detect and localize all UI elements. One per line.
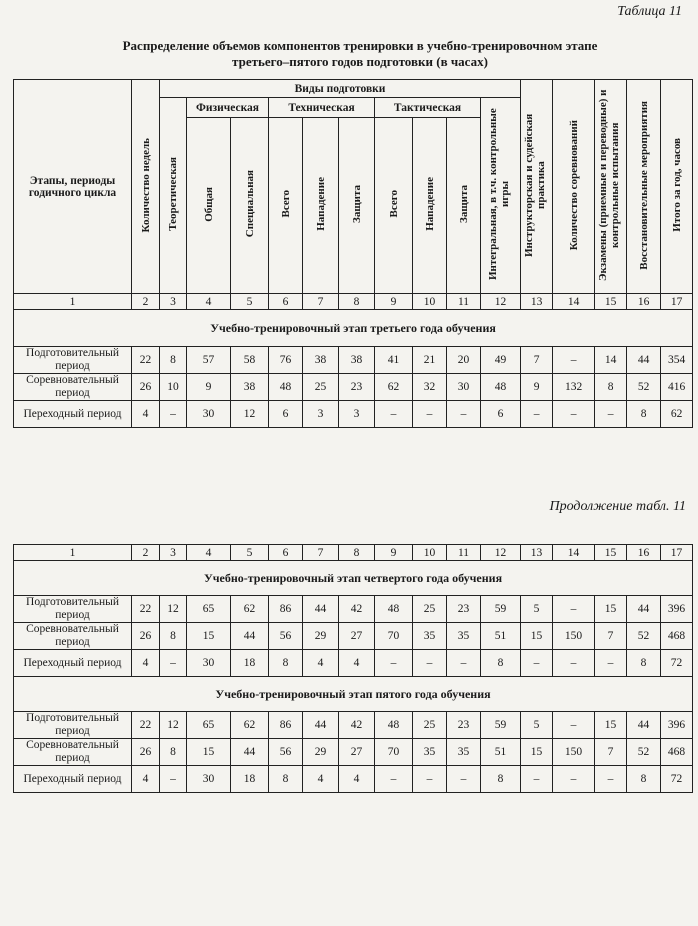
- table-cell: 62: [231, 712, 269, 739]
- table-cell: –: [375, 766, 413, 793]
- column-number: 17: [661, 294, 693, 310]
- table-cell: 150: [553, 739, 595, 766]
- table-cell: –: [521, 766, 553, 793]
- table-cell: –: [160, 766, 187, 793]
- table-cell: 150: [553, 623, 595, 650]
- title-line-2: третьего–пятого годов подготовки (в часах): [232, 54, 488, 69]
- table-cell: 15: [595, 712, 627, 739]
- table-cell: –: [595, 650, 627, 677]
- table-cell: –: [553, 650, 595, 677]
- table-cell: 35: [413, 623, 447, 650]
- table-cell: 44: [303, 712, 339, 739]
- table-cell: 21: [413, 347, 447, 374]
- column-numbers-row: [14, 294, 693, 310]
- table-cell: 8: [595, 374, 627, 401]
- table-cell: 48: [375, 596, 413, 623]
- column-number: 13: [521, 294, 553, 310]
- column-number: 13: [521, 545, 553, 561]
- table-cell: 32: [413, 374, 447, 401]
- table-cell: 6: [481, 401, 521, 428]
- table-cell: 65: [187, 712, 231, 739]
- table-cell: 86: [269, 596, 303, 623]
- column-number: 12: [481, 294, 521, 310]
- period-label: Переходный период: [14, 766, 132, 793]
- table-cell: 15: [187, 623, 231, 650]
- table-cell: 35: [447, 739, 481, 766]
- column-number: 15: [595, 545, 627, 561]
- table-cell: 15: [521, 739, 553, 766]
- table-row: [14, 650, 693, 677]
- table-cell: –: [375, 650, 413, 677]
- table-cell: 72: [661, 650, 693, 677]
- table-cell: 7: [595, 623, 627, 650]
- table-cell: 23: [447, 596, 481, 623]
- table-cell: 18: [231, 650, 269, 677]
- table-cell: 15: [187, 739, 231, 766]
- table-cell: 22: [132, 712, 160, 739]
- table-row: [14, 712, 693, 739]
- table-cell: 8: [269, 766, 303, 793]
- table-cell: 4: [132, 766, 160, 793]
- header-stages: Этапы, периоды годичного цикла: [14, 80, 132, 294]
- header-physical: Физическая: [187, 98, 269, 118]
- table-cell: 59: [481, 596, 521, 623]
- period-label: Подготовительный период: [14, 712, 132, 739]
- table-cell: 354: [661, 347, 693, 374]
- table-cell: 38: [231, 374, 269, 401]
- table-cell: –: [447, 766, 481, 793]
- table-cell: 44: [627, 596, 661, 623]
- table-cell: –: [413, 401, 447, 428]
- table-cell: 6: [269, 401, 303, 428]
- table-cell: 41: [375, 347, 413, 374]
- table-cell: 22: [132, 596, 160, 623]
- period-label: Соревновательный период: [14, 374, 132, 401]
- table-cell: 48: [481, 374, 521, 401]
- table-cell: 30: [187, 650, 231, 677]
- table-cell: 5: [521, 596, 553, 623]
- column-number: 3: [160, 545, 187, 561]
- table-cell: –: [413, 766, 447, 793]
- table-cell: 15: [595, 596, 627, 623]
- column-number: 15: [595, 294, 627, 310]
- table-cell: 14: [595, 347, 627, 374]
- table-cell: 10: [160, 374, 187, 401]
- table-cell: 26: [132, 374, 160, 401]
- period-label: Соревновательный период: [14, 623, 132, 650]
- table-cell: 3: [339, 401, 375, 428]
- column-number: 17: [661, 545, 693, 561]
- table-cell: –: [447, 650, 481, 677]
- table-cell: 9: [521, 374, 553, 401]
- table-cell: 48: [375, 712, 413, 739]
- table-cell: 12: [160, 712, 187, 739]
- table-cell: 8: [627, 650, 661, 677]
- table-cell: 30: [187, 401, 231, 428]
- table-cell: 4: [339, 650, 375, 677]
- table-cell: 44: [303, 596, 339, 623]
- table-cell: –: [595, 766, 627, 793]
- table-cell: –: [521, 650, 553, 677]
- table-cell: 35: [447, 623, 481, 650]
- table-cell: 57: [187, 347, 231, 374]
- table-cell: 15: [521, 623, 553, 650]
- table-cell: 3: [303, 401, 339, 428]
- table-cell: 72: [661, 766, 693, 793]
- table-cell: 65: [187, 596, 231, 623]
- table-row: [14, 374, 693, 401]
- table-cell: 48: [269, 374, 303, 401]
- table-cell: 5: [521, 712, 553, 739]
- table-cell: 20: [447, 347, 481, 374]
- table-cell: 396: [661, 596, 693, 623]
- column-number: 14: [553, 545, 595, 561]
- table-cell: 59: [481, 712, 521, 739]
- table-cell: 9: [187, 374, 231, 401]
- column-number: 8: [339, 545, 375, 561]
- table-cell: 25: [303, 374, 339, 401]
- table-cell: 12: [231, 401, 269, 428]
- table-cell: 416: [661, 374, 693, 401]
- table-cell: 56: [269, 739, 303, 766]
- table-cell: 8: [160, 347, 187, 374]
- table-cell: –: [160, 401, 187, 428]
- table-cell: 51: [481, 739, 521, 766]
- table-cell: 4: [339, 766, 375, 793]
- table-cell: 4: [303, 766, 339, 793]
- column-number: 1: [14, 545, 132, 561]
- table-cell: 8: [160, 623, 187, 650]
- column-number: 2: [132, 294, 160, 310]
- table-row: [14, 739, 693, 766]
- table-cell: 56: [269, 623, 303, 650]
- table-cell: –: [160, 650, 187, 677]
- table-cell: 468: [661, 739, 693, 766]
- period-label: Переходный период: [14, 650, 132, 677]
- table-cell: 8: [481, 650, 521, 677]
- table-cell: –: [553, 596, 595, 623]
- table-cell: 44: [231, 623, 269, 650]
- table-cell: 4: [132, 401, 160, 428]
- column-number: 14: [553, 294, 595, 310]
- table-title: [90, 38, 630, 70]
- column-number: 1: [14, 294, 132, 310]
- table-cell: 23: [339, 374, 375, 401]
- section-title: Учебно-тренировочный этап четвертого года обучения: [14, 561, 693, 596]
- period-label: Подготовительный период: [14, 596, 132, 623]
- main-table: [13, 79, 693, 428]
- column-number: 2: [132, 545, 160, 561]
- table-cell: 132: [553, 374, 595, 401]
- column-number: 11: [447, 294, 481, 310]
- table-cell: 4: [303, 650, 339, 677]
- table-cell: 52: [627, 623, 661, 650]
- column-number: 5: [231, 545, 269, 561]
- column-number: 10: [413, 294, 447, 310]
- header-tact-total: Всего: [375, 118, 413, 294]
- column-number: 6: [269, 294, 303, 310]
- header-special: Специальная: [231, 118, 269, 294]
- period-label: Подготовительный период: [14, 347, 132, 374]
- column-number: 4: [187, 545, 231, 561]
- table-cell: 49: [481, 347, 521, 374]
- column-numbers-row: [14, 545, 693, 561]
- column-number: 4: [187, 294, 231, 310]
- table-cell: 52: [627, 739, 661, 766]
- table-cell: 38: [339, 347, 375, 374]
- table-cell: 25: [413, 712, 447, 739]
- table-cell: 62: [231, 596, 269, 623]
- column-number: 12: [481, 545, 521, 561]
- table-cell: 23: [447, 712, 481, 739]
- table-cell: 7: [595, 739, 627, 766]
- table-cell: 51: [481, 623, 521, 650]
- column-number: 3: [160, 294, 187, 310]
- column-number: 11: [447, 545, 481, 561]
- header-tact-attack: Нападение: [413, 118, 447, 294]
- column-number: 8: [339, 294, 375, 310]
- table-cell: 18: [231, 766, 269, 793]
- header-types: Виды подготовки: [160, 80, 521, 98]
- table-row: [14, 623, 693, 650]
- table-cell: 38: [303, 347, 339, 374]
- header-tech-attack: Нападение: [303, 118, 339, 294]
- table-cell: –: [447, 401, 481, 428]
- header-instructor: Инструкторская и судейская практика: [521, 80, 553, 294]
- header-weeks: Количество недель: [132, 80, 160, 294]
- table-cell: –: [553, 347, 595, 374]
- table-cell: 86: [269, 712, 303, 739]
- table-cell: 42: [339, 712, 375, 739]
- table-cell: 62: [375, 374, 413, 401]
- continuation-table: [13, 544, 693, 793]
- column-number: 5: [231, 294, 269, 310]
- table-cell: 58: [231, 347, 269, 374]
- table-cell: 25: [413, 596, 447, 623]
- table-cell: 76: [269, 347, 303, 374]
- table-cell: 27: [339, 739, 375, 766]
- column-number: 7: [303, 294, 339, 310]
- table-cell: –: [553, 401, 595, 428]
- table-cell: 52: [627, 374, 661, 401]
- table-cell: 8: [481, 766, 521, 793]
- column-number: 9: [375, 545, 413, 561]
- table-cell: –: [413, 650, 447, 677]
- table-row: [14, 596, 693, 623]
- table-cell: 22: [132, 347, 160, 374]
- period-label: Соревновательный период: [14, 739, 132, 766]
- column-number: 10: [413, 545, 447, 561]
- table-cell: 44: [231, 739, 269, 766]
- table-cell: 4: [132, 650, 160, 677]
- header-theoretical: Теоретическая: [160, 98, 187, 294]
- table-cell: 30: [187, 766, 231, 793]
- table-cell: 29: [303, 739, 339, 766]
- table-cell: 396: [661, 712, 693, 739]
- column-number: 16: [627, 294, 661, 310]
- table-cell: 12: [160, 596, 187, 623]
- table-cell: 35: [413, 739, 447, 766]
- table-cell: 44: [627, 712, 661, 739]
- table-cell: –: [375, 401, 413, 428]
- header-technical: Техническая: [269, 98, 375, 118]
- header-competitions: Количество соревнований: [553, 80, 595, 294]
- table-cell: 8: [627, 401, 661, 428]
- table-cell: –: [553, 712, 595, 739]
- table-cell: 26: [132, 623, 160, 650]
- title-line-1: Распределение объемов компонентов тренировки в учебно-тренировочном этапе: [122, 38, 598, 53]
- table-cell: 44: [627, 347, 661, 374]
- column-number: 9: [375, 294, 413, 310]
- table-cell: –: [521, 401, 553, 428]
- header-general: Общая: [187, 118, 231, 294]
- table-cell: 8: [627, 766, 661, 793]
- table-cell: 29: [303, 623, 339, 650]
- section-title: Учебно-тренировочный этап третьего года обучения: [14, 310, 693, 347]
- table-cell: –: [553, 766, 595, 793]
- table-cell: 7: [521, 347, 553, 374]
- table-cell: 62: [661, 401, 693, 428]
- period-label: Переходный период: [14, 401, 132, 428]
- header-tech-total: Всего: [269, 118, 303, 294]
- table-cell: 70: [375, 739, 413, 766]
- table-cell: 8: [160, 739, 187, 766]
- column-number: 6: [269, 545, 303, 561]
- column-number: 7: [303, 545, 339, 561]
- section-title: Учебно-тренировочный этап пятого года обучения: [14, 677, 693, 712]
- header-tactical: Тактическая: [375, 98, 481, 118]
- table-cell: 42: [339, 596, 375, 623]
- table-cell: 70: [375, 623, 413, 650]
- table-row: [14, 347, 693, 374]
- table-cell: 27: [339, 623, 375, 650]
- table-cell: 8: [269, 650, 303, 677]
- continuation-label: Продолжение табл. 11: [549, 499, 686, 514]
- table-cell: 30: [447, 374, 481, 401]
- table-cell: –: [595, 401, 627, 428]
- header-recovery: Восстановительные мероприятия: [627, 80, 661, 294]
- header-integral: Интегральная, в т.ч. контрольные игры: [481, 98, 521, 294]
- column-number: 16: [627, 545, 661, 561]
- table-cell: 468: [661, 623, 693, 650]
- table-row: [14, 401, 693, 428]
- header-total: Итого за год, часов: [661, 80, 693, 294]
- table-cell: 26: [132, 739, 160, 766]
- header-tech-defense: Защита: [339, 118, 375, 294]
- table-label: Таблица 11: [617, 4, 682, 19]
- header-exams: Экзамены (приемные и переводные) и контрольные испытания: [595, 80, 627, 294]
- table-row: [14, 766, 693, 793]
- header-tact-defense: Защита: [447, 118, 481, 294]
